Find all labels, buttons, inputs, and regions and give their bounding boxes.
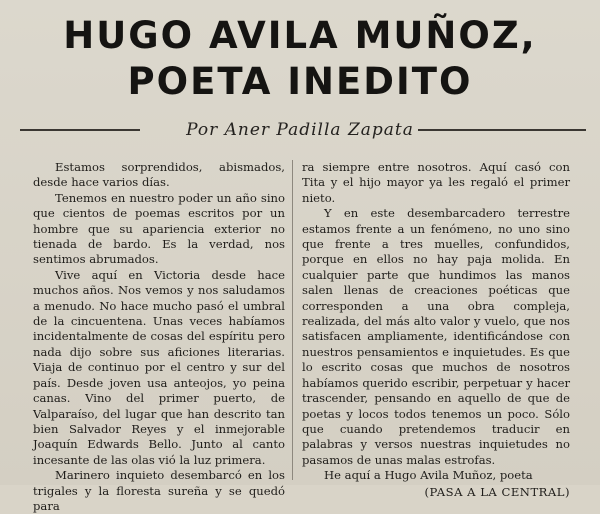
article-column-left <box>33 160 285 514</box>
paragraph: ra siempre entre nosotros. Aquí casó con Tita y el hijo mayor ya les regaló el primer nieto. <box>302 160 570 205</box>
paragraph: Marinero inquieto desembarcó en los trigales y la floresta sureña y se quedó para <box>33 468 285 513</box>
byline: Por Aner Padilla Zapata <box>186 120 414 140</box>
continuation-note: (PASA A LA CENTRAL) <box>424 484 570 499</box>
headline-line-1: HUGO AVILA MUÑOZ, <box>63 14 537 57</box>
paragraph: Tenemos en nuestro poder un año sino que cientos de poemas escritos por un hombre que su apariencia exterior no tienada de bardo. Es la verdad, nos sentimos abrumados. <box>33 190 285 267</box>
paragraph: Estamos sorprendidos, abismados, desde hace varios días. <box>33 160 285 190</box>
article-column-right <box>302 160 570 500</box>
byline-rule-right <box>418 129 586 131</box>
paragraph: Vive aquí en Victoria desde hace muchos años. Nos vemos y nos saludamos a menudo. No hace mucho pasó el umbral de la cincuentena. Unas veces habíamos incidentalmente de cosas del espíritu pero nada dijo sobre sus aficiones literarias. Viaja de continuo por el centro y sur del país. Desde joven usa anteojos, yo peina canas. Vino del primer puerto, de Valparaíso, del lugar que han descrito tan bien Salvador Reyes y el inmejorable Joaquín Edwards Bello. Junto al canto incesante de las olas vió la luz primera. <box>33 267 285 467</box>
column-divider <box>292 160 293 480</box>
paragraph: Y en este desembarcadero terrestre estamos frente a un fenómeno, no uno sino que frente a tres muelles, confundidos, porque en ellos no hay paja molida. En cualquier parte que hundimos las manos salen llenas de creaciones poéticas que corresponden a una obra compleja, realizada, del más alto valor y vuelo, que nos satisfacen ampliamente, identificándose con nuestros pensamientos e inquietudes. Es que lo escrito cosas que muchos de nosotros habíamos querido escribir, perpetuar y hacer trascender, pensando en aquello de que de poetas y locos todos tenemos un poco. Sólo que cuando pretendemos traducir en palabras y versos nuestras inquietudes no pasamos de unas malas estrofas. <box>302 206 570 467</box>
paragraph: He aquí a Hugo Avila Muñoz, poeta <box>324 468 533 483</box>
headline-line-2: POETA INEDITO <box>127 60 473 103</box>
